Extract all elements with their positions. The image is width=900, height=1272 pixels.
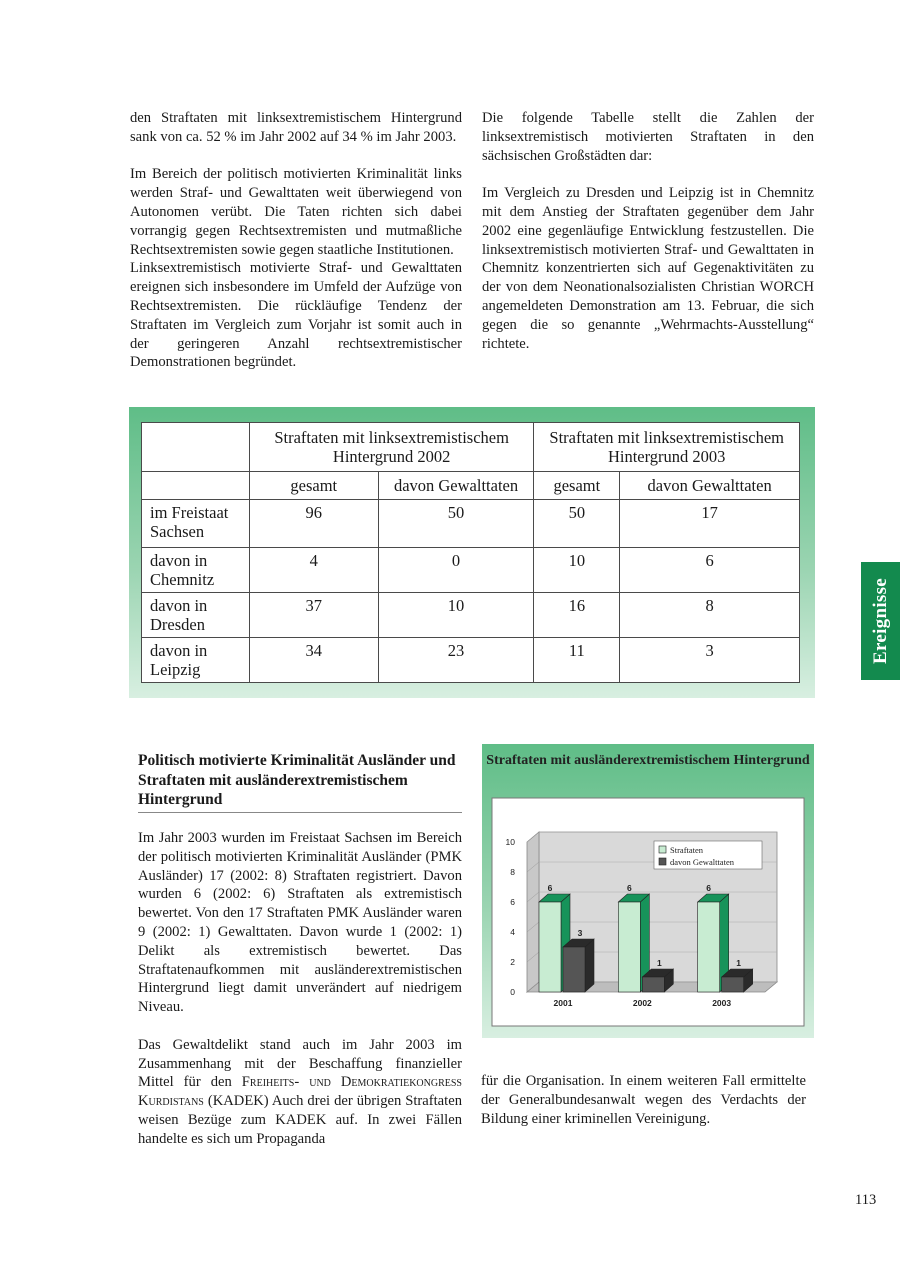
paragraph: den Straftaten mit linksextremistischem Hintergrund sank von ca. 52 % im Jahr 2002 auf 34 % im Jahr 2003. — [130, 110, 462, 145]
header-group-2002: Straftaten mit linksextremistischem Hintergrund 2002 — [249, 423, 534, 472]
cell-violent-2002: 50 — [378, 500, 534, 548]
cell-total-2003: 11 — [534, 638, 620, 683]
data-label: 1 — [656, 958, 662, 968]
chart-title: Straftaten mit ausländerextremistischem Hintergrund — [486, 753, 810, 768]
cell-violent-2002: 10 — [378, 593, 534, 638]
row-label: davon in Chemnitz — [142, 548, 250, 593]
paragraph: Im Vergleich zu Dresden und Leipzig ist in Chemnitz mit dem Anstieg der Straftaten gegenüber dem Jahr 2002 eine gegenläufige Entwicklung festzustellen. Die linksextremistisch motivierten Straf- und Gewalttaten in Chemnitz konzentrierten sich auf Gegenaktivitäten zu der von dem Neonationalsozialisten Christian WORCH angemeldeten Demonstration am 13. Februar, die sich gegen die so genannte „Wehrmachts-Ausstellung“ richtete. — [482, 185, 814, 352]
subheader-total-2003: gesamt — [534, 472, 620, 500]
cell-violent-2002: 23 — [378, 638, 534, 683]
page-number: 113 — [855, 1192, 877, 1208]
cell-violent-2003: 8 — [620, 593, 800, 638]
paragraph: Im Bereich der politisch motivierten Kriminalität links werden Straf- und Gewalttaten weit überwiegend von Autonomen verübt. Die Taten richten sich dabei vorrangig gegen Rechtsextremisten und mutmaßliche Rechtsextremisten sowie gegen staatliche Institutionen. — [130, 166, 462, 258]
side-tab — [861, 562, 900, 680]
row-label: im Freistaat Sachsen — [142, 500, 250, 548]
table-row — [142, 548, 800, 593]
bar — [539, 902, 561, 992]
cell-total-2003: 10 — [534, 548, 620, 593]
cell-total-2002: 4 — [249, 548, 378, 593]
y-tick-label: 6 — [510, 897, 515, 907]
cell-violent-2003: 3 — [620, 638, 800, 683]
cell-violent-2002: 0 — [378, 548, 534, 593]
data-label: 1 — [736, 958, 742, 968]
right-column-lower — [481, 1072, 806, 1128]
subheader-total-2002: gesamt — [249, 472, 378, 500]
legend-swatch — [659, 846, 666, 853]
bar — [698, 902, 720, 992]
cell-violent-2003: 17 — [620, 500, 800, 548]
organization-name: Freiheits- und Demokratiekongress Kurdistans — [138, 1074, 462, 1110]
table-row — [142, 500, 800, 548]
header-group-2003: Straftaten mit linksextremistischem Hintergrund 2003 — [534, 423, 800, 472]
y-tick-label: 4 — [510, 927, 515, 937]
table-header-row — [142, 423, 800, 472]
left-column — [130, 109, 462, 372]
statistics-table — [141, 422, 800, 683]
header-empty — [142, 423, 250, 472]
text-span: (KADEK) Auch drei der übrigen Straftaten weisen Bezüge zum KADEK auf. In zwei Fällen handelte es sich um Propaganda — [138, 1093, 462, 1147]
cell-violent-2003: 6 — [620, 548, 800, 593]
y-tick-label: 8 — [510, 867, 515, 877]
paragraph: Im Jahr 2003 wurden im Freistaat Sachsen im Bereich der politisch motivierten Kriminalität Ausländer (PMK Ausländer) 17 (2002: 8) Straftaten registriert. Davon wurden 6 (2002: 6) Straftaten als extremistisch bewertet. Von den 17 Straftaten PMK Ausländer waren 9 (2002: 1) Gewalttaten. Davon wurde 1 (2002: 1) Delikt als extremistisch bewertet. Das Straftatenaufkommen mit ausländerextremistischen Hintergrund liegt damit unverändert auf niedrigem Niveau. — [138, 830, 462, 1016]
right-column — [482, 109, 814, 353]
paragraph: für die Organisation. In einem weiteren Fall ermittelte der Generalbundesanwalt wegen des Verdachts der Bildung einer kriminellen Vereinigung. — [481, 1073, 806, 1127]
bar — [642, 977, 664, 992]
table-row — [142, 638, 800, 683]
side-tab-label: Ereignisse — [869, 577, 891, 665]
data-label: 6 — [547, 883, 553, 893]
x-tick-label: 2003 — [712, 998, 732, 1008]
data-label: 6 — [626, 883, 632, 893]
y-tick-label: 2 — [510, 957, 515, 967]
cell-total-2002: 96 — [249, 500, 378, 548]
x-tick-label: 2001 — [553, 998, 573, 1008]
y-tick-label: 10 — [505, 837, 515, 847]
cell-total-2002: 37 — [249, 593, 378, 638]
bar-chart — [482, 744, 814, 1038]
text-span: Das Gewaltdelikt stand auch im Jahr 2003 im Zusammenhang mit der Beschaffung finanzieller Mittel für den — [138, 1036, 462, 1091]
table-box — [129, 407, 815, 698]
cell-total-2003: 16 — [534, 593, 620, 638]
data-label: 3 — [577, 928, 583, 938]
table-subheader-row — [142, 472, 800, 500]
x-tick-label: 2002 — [632, 998, 652, 1008]
row-label: davon in Leipzig — [142, 638, 250, 683]
legend-label: davon Gewalttaten — [670, 857, 734, 867]
plot-side-wall — [527, 832, 539, 992]
cell-total-2002: 34 — [249, 638, 378, 683]
bar — [563, 947, 585, 992]
cell-total-2003: 50 — [534, 500, 620, 548]
paragraph — [138, 1036, 462, 1149]
subheader-empty — [142, 472, 250, 500]
left-column-lower — [138, 829, 462, 1149]
subheader-violent-2003: davon Gewalttaten — [620, 472, 800, 500]
bar — [618, 902, 640, 992]
table-row — [142, 593, 800, 638]
y-tick-label: 0 — [510, 987, 515, 997]
row-label: davon in Dresden — [142, 593, 250, 638]
section-heading: Politisch motivierte Kriminalität Ausländer und Straftaten mit ausländerextremistischem Hintergrund — [138, 751, 462, 813]
legend-label: Straftaten — [670, 845, 704, 855]
subheader-violent-2002: davon Gewalttaten — [378, 472, 534, 500]
paragraph: Linksextremistisch motivierte Straf- und Gewalttaten ereignen sich insbesondere im Umfeld der Aufzüge von Rechtsextremisten. Die rückläufige Tendenz der Straftaten im Vergleich zum Vorjahr ist somit auch in der geringeren Anzahl rechtsextremistischer Demonstrationen begründet. — [130, 260, 462, 371]
chart-box — [482, 744, 814, 1038]
data-label: 6 — [706, 883, 712, 893]
paragraph: Die folgende Tabelle stellt die Zahlen der linksextremistisch motivierten Straftaten in den sächsischen Großstädten dar: — [482, 110, 814, 164]
bar-side — [585, 939, 594, 992]
legend-swatch — [659, 858, 666, 865]
bar — [722, 977, 744, 992]
